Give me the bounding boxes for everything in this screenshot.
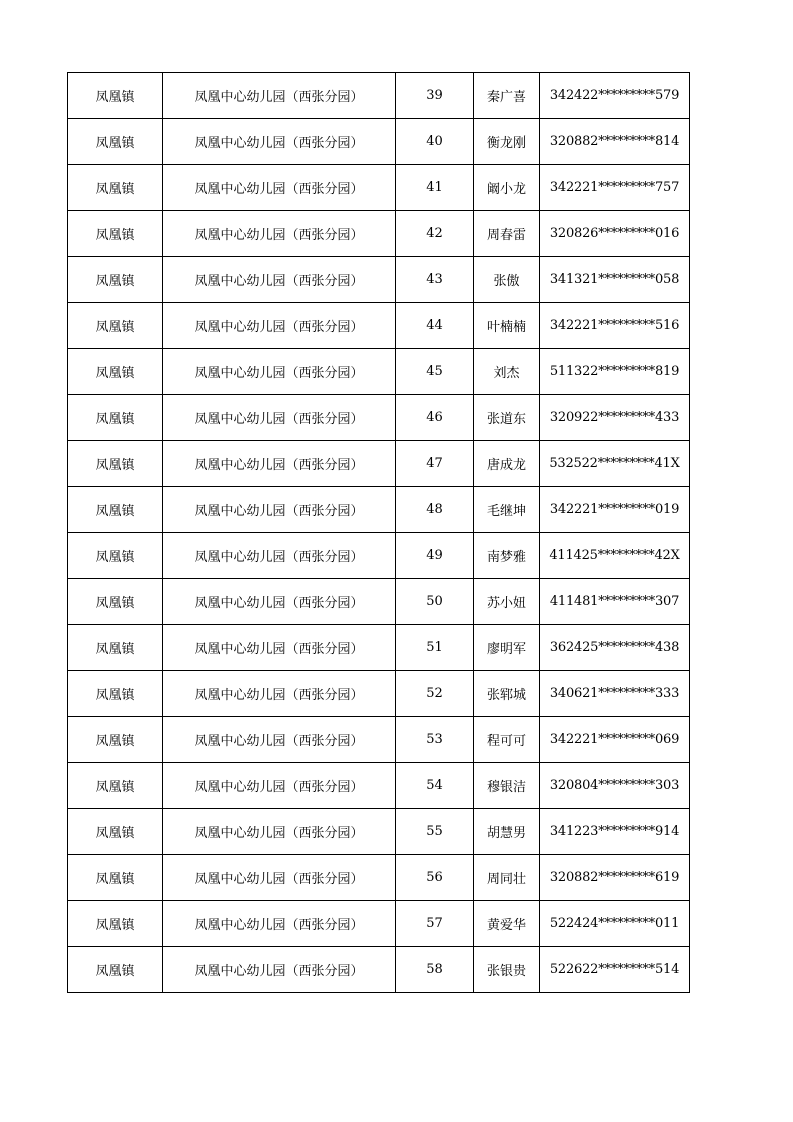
id-number-cell: 511322*********819 — [540, 349, 690, 395]
person-name-cell: 苏小妞 — [474, 579, 540, 625]
id-number-cell: 320826*********016 — [540, 211, 690, 257]
town-cell: 凤凰镇 — [68, 441, 163, 487]
person-name-cell: 衡龙刚 — [474, 119, 540, 165]
school-cell: 凤凰中心幼儿园（西张分园） — [163, 441, 396, 487]
town-cell: 凤凰镇 — [68, 947, 163, 993]
person-name-cell: 唐成龙 — [474, 441, 540, 487]
town-cell: 凤凰镇 — [68, 671, 163, 717]
person-name-cell: 阚小龙 — [474, 165, 540, 211]
school-cell: 凤凰中心幼儿园（西张分园） — [163, 395, 396, 441]
serial-number-cell: 53 — [396, 717, 474, 763]
serial-number-cell: 50 — [396, 579, 474, 625]
person-name-cell: 毛继坤 — [474, 487, 540, 533]
id-number-cell: 342422*********579 — [540, 73, 690, 119]
table-row — [68, 349, 690, 395]
school-cell: 凤凰中心幼儿园（西张分园） — [163, 533, 396, 579]
id-number-cell: 320922*********433 — [540, 395, 690, 441]
serial-number-cell: 52 — [396, 671, 474, 717]
town-cell: 凤凰镇 — [68, 487, 163, 533]
person-name-cell: 张傲 — [474, 257, 540, 303]
table-row — [68, 73, 690, 119]
school-cell: 凤凰中心幼儿园（西张分园） — [163, 73, 396, 119]
table-row — [68, 395, 690, 441]
id-number-cell: 320882*********619 — [540, 855, 690, 901]
school-cell: 凤凰中心幼儿园（西张分园） — [163, 809, 396, 855]
town-cell: 凤凰镇 — [68, 717, 163, 763]
table-row — [68, 717, 690, 763]
table-row — [68, 901, 690, 947]
serial-number-cell: 44 — [396, 303, 474, 349]
table-row — [68, 625, 690, 671]
serial-number-cell: 49 — [396, 533, 474, 579]
school-cell: 凤凰中心幼儿园（西张分园） — [163, 165, 396, 211]
table-row — [68, 947, 690, 993]
school-cell: 凤凰中心幼儿园（西张分园） — [163, 901, 396, 947]
id-number-cell: 340621*********333 — [540, 671, 690, 717]
serial-number-cell: 54 — [396, 763, 474, 809]
table-row — [68, 119, 690, 165]
school-cell: 凤凰中心幼儿园（西张分园） — [163, 211, 396, 257]
id-number-cell: 362425*********438 — [540, 625, 690, 671]
table-row — [68, 671, 690, 717]
school-cell: 凤凰中心幼儿园（西张分园） — [163, 671, 396, 717]
school-cell: 凤凰中心幼儿园（西张分园） — [163, 487, 396, 533]
id-number-cell: 320882*********814 — [540, 119, 690, 165]
id-number-cell: 341321*********058 — [540, 257, 690, 303]
serial-number-cell: 57 — [396, 901, 474, 947]
person-name-cell: 张道东 — [474, 395, 540, 441]
table-row — [68, 211, 690, 257]
table-row — [68, 809, 690, 855]
serial-number-cell: 40 — [396, 119, 474, 165]
town-cell: 凤凰镇 — [68, 395, 163, 441]
school-cell: 凤凰中心幼儿园（西张分园） — [163, 717, 396, 763]
town-cell: 凤凰镇 — [68, 257, 163, 303]
id-number-cell: 522424*********011 — [540, 901, 690, 947]
serial-number-cell: 51 — [396, 625, 474, 671]
serial-number-cell: 39 — [396, 73, 474, 119]
town-cell: 凤凰镇 — [68, 119, 163, 165]
town-cell: 凤凰镇 — [68, 763, 163, 809]
person-name-cell: 南梦雅 — [474, 533, 540, 579]
id-number-cell: 411481*********307 — [540, 579, 690, 625]
id-number-cell: 342221*********019 — [540, 487, 690, 533]
serial-number-cell: 46 — [396, 395, 474, 441]
id-number-cell: 522622*********514 — [540, 947, 690, 993]
serial-number-cell: 55 — [396, 809, 474, 855]
town-cell: 凤凰镇 — [68, 625, 163, 671]
roster-table-body — [68, 73, 690, 993]
town-cell: 凤凰镇 — [68, 165, 163, 211]
table-row — [68, 487, 690, 533]
id-number-cell: 342221*********757 — [540, 165, 690, 211]
person-name-cell: 刘杰 — [474, 349, 540, 395]
roster-table — [67, 72, 690, 993]
school-cell: 凤凰中心幼儿园（西张分园） — [163, 763, 396, 809]
serial-number-cell: 48 — [396, 487, 474, 533]
table-row — [68, 441, 690, 487]
table-row — [68, 763, 690, 809]
town-cell: 凤凰镇 — [68, 901, 163, 947]
town-cell: 凤凰镇 — [68, 809, 163, 855]
town-cell: 凤凰镇 — [68, 303, 163, 349]
person-name-cell: 黄爱华 — [474, 901, 540, 947]
serial-number-cell: 56 — [396, 855, 474, 901]
serial-number-cell: 42 — [396, 211, 474, 257]
person-name-cell: 廖明军 — [474, 625, 540, 671]
town-cell: 凤凰镇 — [68, 855, 163, 901]
table-row — [68, 257, 690, 303]
id-number-cell: 320804*********303 — [540, 763, 690, 809]
person-name-cell: 秦广喜 — [474, 73, 540, 119]
table-row — [68, 533, 690, 579]
school-cell: 凤凰中心幼儿园（西张分园） — [163, 625, 396, 671]
town-cell: 凤凰镇 — [68, 73, 163, 119]
school-cell: 凤凰中心幼儿园（西张分园） — [163, 257, 396, 303]
person-name-cell: 周同壮 — [474, 855, 540, 901]
id-number-cell: 342221*********516 — [540, 303, 690, 349]
school-cell: 凤凰中心幼儿园（西张分园） — [163, 855, 396, 901]
person-name-cell: 张银贵 — [474, 947, 540, 993]
serial-number-cell: 43 — [396, 257, 474, 303]
table-row — [68, 855, 690, 901]
person-name-cell: 程可可 — [474, 717, 540, 763]
person-name-cell: 胡慧男 — [474, 809, 540, 855]
person-name-cell: 周春雷 — [474, 211, 540, 257]
table-row — [68, 579, 690, 625]
school-cell: 凤凰中心幼儿园（西张分园） — [163, 579, 396, 625]
id-number-cell: 342221*********069 — [540, 717, 690, 763]
school-cell: 凤凰中心幼儿园（西张分园） — [163, 947, 396, 993]
school-cell: 凤凰中心幼儿园（西张分园） — [163, 303, 396, 349]
town-cell: 凤凰镇 — [68, 533, 163, 579]
serial-number-cell: 47 — [396, 441, 474, 487]
person-name-cell: 张郓城 — [474, 671, 540, 717]
id-number-cell: 532522*********41X — [540, 441, 690, 487]
town-cell: 凤凰镇 — [68, 211, 163, 257]
id-number-cell: 341223*********914 — [540, 809, 690, 855]
town-cell: 凤凰镇 — [68, 579, 163, 625]
person-name-cell: 穆银洁 — [474, 763, 540, 809]
school-cell: 凤凰中心幼儿园（西张分园） — [163, 119, 396, 165]
serial-number-cell: 45 — [396, 349, 474, 395]
school-cell: 凤凰中心幼儿园（西张分园） — [163, 349, 396, 395]
person-name-cell: 叶楠楠 — [474, 303, 540, 349]
table-row — [68, 303, 690, 349]
serial-number-cell: 58 — [396, 947, 474, 993]
town-cell: 凤凰镇 — [68, 349, 163, 395]
table-row — [68, 165, 690, 211]
id-number-cell: 411425*********42X — [540, 533, 690, 579]
serial-number-cell: 41 — [396, 165, 474, 211]
